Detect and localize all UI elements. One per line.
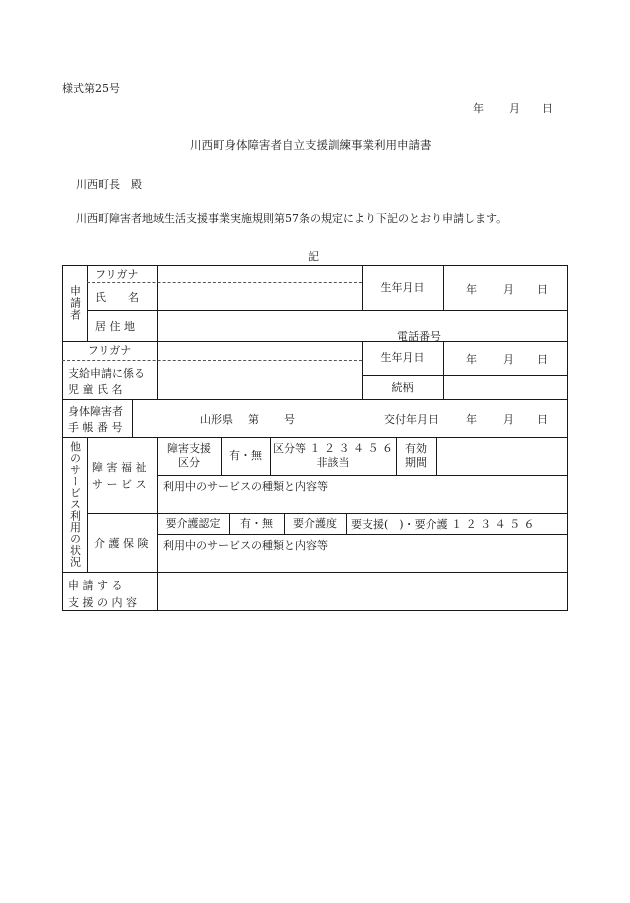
handbook-prefecture: 山形県 — [200, 413, 233, 426]
header-year: 年 — [473, 102, 484, 115]
support-category-label — [157, 440, 221, 472]
disability-services-note: 利用中のサービスの種類と内容等 — [163, 480, 328, 493]
applicant-phone-label: 電話番号 — [397, 330, 441, 343]
support-category-line2: 区分 — [178, 456, 200, 469]
care-certification-label: 要介護認定 — [165, 516, 221, 530]
other-services-group-text: 他のサービス利用の状況 — [68, 441, 82, 568]
applicant-birth-year: 年 — [466, 283, 477, 296]
table-border-bottom — [62, 610, 568, 611]
care-certification-yes-no: 有・無 — [240, 516, 273, 530]
child-birthdate-label: 生年月日 — [380, 351, 425, 365]
child-name-label-2: 児 童 氏 名 — [68, 383, 123, 396]
handbook-go: 号 — [284, 413, 295, 426]
care-insurance-label: 介 護 保 険 — [94, 536, 149, 550]
other-services-group-label — [62, 437, 87, 572]
header-day: 日 — [542, 102, 553, 115]
requested-support-label-1: 申 請 す る — [68, 579, 123, 592]
handbook-dai: 第 — [248, 413, 259, 426]
child-relationship-label: 続柄 — [391, 380, 414, 394]
support-category-line1: 障害支援 — [167, 442, 211, 456]
handbook-issue-month: 月 — [503, 413, 514, 426]
applicant-name-label: 氏 名 — [95, 290, 139, 304]
form-title: 川西町身体障害者自立支援訓練事業利用申請書 — [190, 138, 432, 152]
form-number: 様式第25号 — [62, 82, 120, 95]
applicant-group-label — [62, 265, 87, 341]
handbook-issue-year: 年 — [466, 413, 477, 426]
child-birth-month: 月 — [503, 353, 514, 366]
handbook-label-1: 身体障害者 — [68, 405, 123, 418]
intro-text: 川西町障害者地域生活支援事業実施規則第57条の規定により下記のとおり申請します。 — [76, 212, 508, 225]
care-level-label: 要介護度 — [293, 516, 337, 530]
care-level-options: 要支援( )・要介護 １ ２ ３ ４ ５ ６ — [351, 517, 535, 531]
care-services-note: 利用中のサービスの種類と内容等 — [163, 539, 328, 552]
valid-period-line1: 有効 — [405, 442, 427, 456]
addressee: 川西町長 殿 — [76, 178, 142, 191]
applicant-address-label: 居 住 地 — [95, 320, 135, 333]
applicant-group-text: 申請者 — [68, 285, 82, 321]
child-name-label-1: 支給申請に係る — [68, 367, 145, 380]
applicant-birth-day: 日 — [537, 283, 548, 296]
ki-mark: 記 — [308, 250, 319, 263]
valid-period-label — [396, 440, 436, 472]
applicant-birth-month: 月 — [503, 283, 514, 296]
applicant-birthdate-label: 生年月日 — [380, 280, 425, 294]
child-furigana-label: フリガナ — [87, 344, 132, 358]
child-birth-day: 日 — [537, 353, 548, 366]
valid-period-line2: 期間 — [405, 456, 427, 469]
requested-support-label-2: 支 援 の 内 容 — [68, 596, 137, 609]
handbook-issue-date-label: 交付年月日 — [384, 413, 439, 426]
disability-services-label: 障 害 福 祉 サ ー ビ ス — [92, 461, 147, 491]
handbook-issue-day: 日 — [537, 413, 548, 426]
support-category-options-line1: 区分等 １ ２ ３ ４ ５ ６ — [273, 442, 393, 456]
handbook-label-2: 手 帳 番 号 — [68, 421, 123, 434]
header-month: 月 — [509, 102, 520, 115]
table-border-right — [567, 265, 568, 611]
support-category-yes-no: 有・無 — [229, 449, 262, 463]
support-category-options-line2: 非該当 — [316, 456, 350, 469]
child-birth-year: 年 — [466, 353, 477, 366]
applicant-furigana-label: フリガナ — [95, 268, 139, 281]
support-category-options — [270, 440, 396, 472]
